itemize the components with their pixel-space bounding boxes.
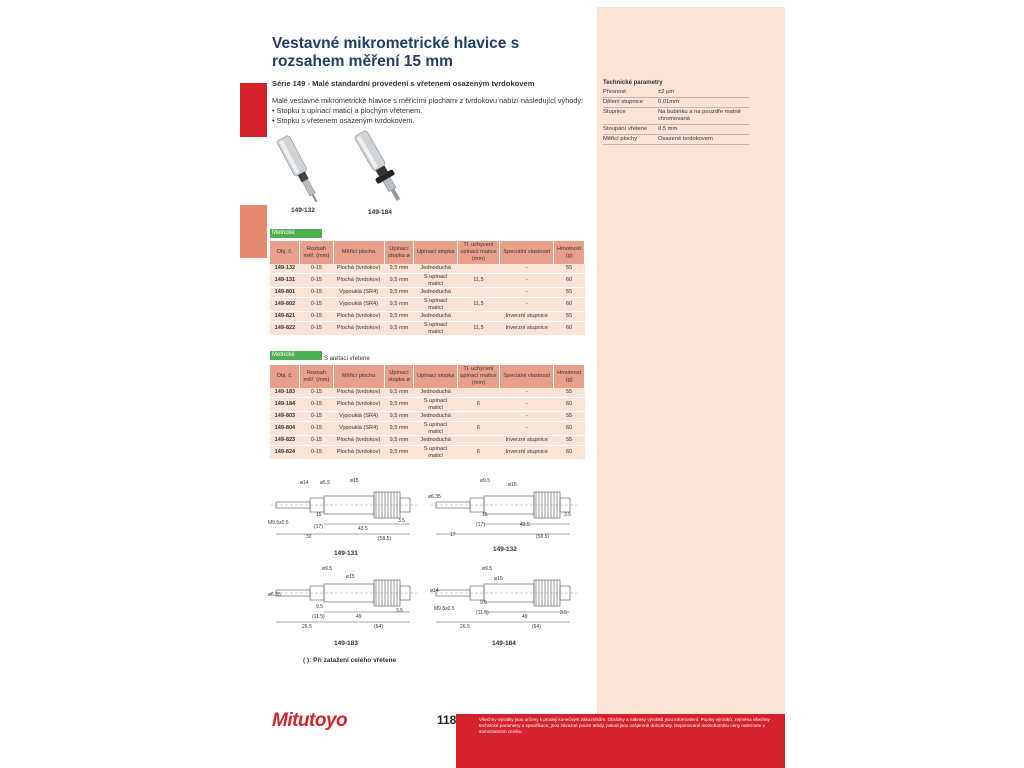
table-cell: 9,5 mm: [384, 422, 414, 436]
table-cell: 60: [554, 322, 585, 336]
dimension-label: (64): [532, 624, 541, 630]
table-cell: Plochá (tvrdokov): [333, 446, 384, 460]
table-cell: 149-822: [270, 322, 300, 336]
table-cell: 149-803: [270, 412, 300, 422]
table-cell: 149-131: [270, 274, 300, 288]
table-cell: 0-15: [300, 436, 333, 446]
table-cell: 55: [554, 388, 585, 398]
table-cell: -: [500, 274, 554, 288]
table-cell: 0-15: [300, 446, 333, 460]
table-cell: 0-15: [300, 388, 333, 398]
dimension-label: 9.5: [316, 604, 323, 610]
table-header-row: [270, 241, 585, 264]
table-cell: 149-801: [270, 288, 300, 298]
technical-drawing-149-184: [426, 566, 584, 636]
table-cell: Jednoduchá: [414, 388, 457, 398]
tech-params-table: [603, 88, 749, 145]
tech-param-key: Stupnice: [603, 108, 658, 125]
col-header: Obj. č.: [270, 365, 300, 388]
tech-param-key: Měřicí plochy: [603, 135, 658, 145]
dimension-label: 3.5: [398, 518, 405, 524]
dimension-label: ø9.5: [480, 478, 491, 484]
technical-drawing-149-131: [266, 478, 424, 548]
dimension-label: 3.5: [560, 610, 567, 616]
micrometer-head-photo-149-132: [268, 130, 330, 208]
metric-badge-2: Metrické: [270, 351, 322, 360]
dimension-label: ø14: [300, 480, 309, 486]
dimension-label: ø5.5: [320, 480, 331, 486]
dimension-label: 3.5: [396, 608, 403, 614]
series-subtitle: Série 149 - Malé standardní provedení s vřetenem osazeným tvrdokovem: [272, 79, 535, 88]
dimension-label: ø15: [346, 574, 355, 580]
mitutoyo-logo: Mitutoyo: [272, 710, 348, 731]
table-cell: Plochá (tvrdokov): [333, 322, 384, 336]
table-row: [270, 436, 585, 446]
dimension-label: 17: [450, 532, 456, 538]
intro-text: [272, 96, 592, 126]
table-cell: 55: [554, 412, 585, 422]
table-cell: Plochá (tvrdokov): [333, 398, 384, 412]
table-cell: -: [500, 398, 554, 412]
col-header: Upínací stopka: [414, 365, 457, 388]
table-cell: 0-15: [300, 422, 333, 436]
table-cell: 149-183: [270, 388, 300, 398]
table-cell: 9,5 mm: [384, 312, 414, 322]
tech-param-row: [603, 125, 749, 135]
table-cell: S upínací maticí: [414, 274, 457, 288]
table-cell: Plochá (tvrdokov): [333, 274, 384, 288]
dimension-label: 26.5: [302, 624, 312, 630]
tech-param-key: Dělení stupnice: [603, 98, 658, 108]
tech-param-row: [603, 108, 749, 125]
dimension-label: 9.5: [480, 600, 487, 606]
col-header: Obj. č.: [270, 241, 300, 264]
table-cell: -: [500, 298, 554, 312]
dimension-label: ø14: [430, 588, 439, 594]
table-cell: Plochá (tvrdokov): [333, 388, 384, 398]
col-header: Speciální vlastnost: [500, 241, 554, 264]
table-row: [270, 312, 585, 322]
table-cell: Jednoduchá: [414, 312, 457, 322]
col-header: Tl. uchycení upínací matice (mm): [457, 365, 499, 388]
col-header: Speciální vlastnost: [500, 365, 554, 388]
drawing-lines: [270, 580, 418, 622]
dimension-label: ø6.35: [428, 494, 441, 500]
col-header: Hmotnost (g): [554, 365, 585, 388]
dimension-label: ø15: [494, 576, 503, 582]
drawing-lines: [430, 580, 578, 622]
table-cell: 149-804: [270, 422, 300, 436]
table-cell: 0-15: [300, 274, 333, 288]
table-cell: 149-824: [270, 446, 300, 460]
table-row: [270, 446, 585, 460]
table-cell: Vypouklá (SR4): [333, 412, 384, 422]
table-cell: 9,5 mm: [384, 398, 414, 412]
table-cell: -: [500, 288, 554, 298]
red-section-tab: [240, 83, 267, 137]
table-cell: 0-15: [300, 264, 333, 274]
table-cell: 0-15: [300, 322, 333, 336]
table-cell: Jednoduchá: [414, 436, 457, 446]
table-cell: Plochá (tvrdokov): [333, 436, 384, 446]
dimension-label: M9.5x0.5: [268, 520, 289, 526]
tech-param-value: 0,5 mm: [658, 125, 749, 135]
table-cell: [457, 412, 499, 422]
tech-params-title: Technické parametry: [603, 80, 663, 86]
metric-badge-1: Metrické: [270, 229, 322, 238]
dimension-label: 3.5: [564, 512, 571, 518]
table-row: [270, 264, 585, 274]
table-cell: 60: [554, 398, 585, 412]
table-cell: [457, 436, 499, 446]
table-cell: 6: [457, 398, 499, 412]
table-cell: Vypouklá (SR4): [333, 288, 384, 298]
table-cell: Inverzní stupnice: [500, 322, 554, 336]
table-cell: 60: [554, 298, 585, 312]
table-cell: 9,5 mm: [384, 264, 414, 274]
spindle-lock-note: S aretací vřetene: [324, 356, 370, 362]
table-cell: 149-802: [270, 298, 300, 312]
col-header: Měřicí plocha: [333, 365, 384, 388]
technical-drawing-149-183: [266, 566, 424, 636]
footnote: ( ): Při zatažení celého vřetene: [303, 657, 397, 664]
table-cell: 55: [554, 312, 585, 322]
col-header: Upínací stopka: [414, 241, 457, 264]
dimension-label: 15: [316, 512, 322, 518]
col-header: Hmotnost (g): [554, 241, 585, 264]
intro-bullets: [272, 106, 592, 126]
dimension-label: (11.5): [476, 610, 489, 616]
tech-param-key: Stoupání vřetene: [603, 125, 658, 135]
table-cell: 9,5 mm: [384, 288, 414, 298]
dimension-label: (17): [314, 524, 323, 530]
table-row: [270, 388, 585, 398]
table-cell: 149-823: [270, 436, 300, 446]
technical-drawing-149-132: [426, 478, 584, 548]
table-cell: [457, 388, 499, 398]
table-cell: Plochá (tvrdokov): [333, 264, 384, 274]
dimension-label: ø9.5: [322, 566, 333, 572]
dimension-label: ø9.5: [482, 566, 493, 572]
table-cell: Jednoduchá: [414, 264, 457, 274]
table-cell: 6: [457, 446, 499, 460]
tech-param-value: ±2 µm: [658, 88, 749, 98]
table-cell: Inverzní stupnice: [500, 446, 554, 460]
table-cell: 0-15: [300, 398, 333, 412]
table-header-row: [270, 365, 585, 388]
table-cell: 0-15: [300, 312, 333, 322]
dimension-label: 49: [356, 614, 362, 620]
table-cell: 11,5: [457, 298, 499, 312]
tech-param-value: Osazené tvrdokovem: [658, 135, 749, 145]
table-cell: -: [500, 388, 554, 398]
tech-param-row: [603, 88, 749, 98]
dimension-label: (17): [476, 522, 485, 528]
table-cell: Vypouklá (SR4): [333, 298, 384, 312]
table-cell: 9,5 mm: [384, 298, 414, 312]
table-cell: 9,5 mm: [384, 388, 414, 398]
table-row: [270, 412, 585, 422]
drawing-caption: 149-183: [334, 640, 358, 647]
col-header: Rozsah měř. (mm): [300, 241, 333, 264]
dimension-label: 43.5: [520, 522, 530, 528]
table-cell: S upínací maticí: [414, 422, 457, 436]
table-cell: Inverzní stupnice: [500, 436, 554, 446]
table-cell: [457, 288, 499, 298]
table-cell: Plochá (tvrdokov): [333, 312, 384, 322]
dimension-label: ø6.35: [268, 592, 281, 598]
dimension-label: M9.5x0.5: [434, 606, 455, 612]
tech-param-key: Přesnost: [603, 88, 658, 98]
table-cell: 55: [554, 264, 585, 274]
table-cell: 9,5 mm: [384, 274, 414, 288]
col-header: Tl. uchycení upínací matice (mm): [457, 241, 499, 264]
dimension-label: 43.5: [358, 526, 368, 532]
table-cell: 60: [554, 446, 585, 460]
photo-caption-149-132: 149-132: [291, 207, 315, 214]
spec-table-1: [270, 241, 585, 336]
table-cell: -: [500, 264, 554, 274]
micrometer-head-photo-149-184: [345, 126, 415, 210]
table-cell: 55: [554, 288, 585, 298]
dimension-label: ø15: [508, 482, 517, 488]
table-cell: 9,5 mm: [384, 446, 414, 460]
col-header: Rozsah měř. (mm): [300, 365, 333, 388]
tech-param-value: Na bubínku a na pouzdře matně chromovaná: [658, 108, 749, 125]
drawing-caption: 149-184: [492, 640, 516, 647]
drawing-caption: 149-132: [493, 546, 517, 553]
dimension-label: 49: [522, 614, 528, 620]
dimension-label: 15: [482, 512, 488, 518]
drawing-caption: 149-131: [334, 550, 358, 557]
table-row: [270, 422, 585, 436]
table-row: [270, 322, 585, 336]
tech-param-row: [603, 98, 749, 108]
table-cell: 11,5: [457, 322, 499, 336]
col-header: Měřicí plocha: [333, 241, 384, 264]
table-row: [270, 398, 585, 412]
table-cell: [457, 312, 499, 322]
table-cell: 149-184: [270, 398, 300, 412]
table-cell: Inverzní stupnice: [500, 312, 554, 322]
table-cell: 11,5: [457, 274, 499, 288]
table-cell: -: [500, 422, 554, 436]
dimension-label: 32: [306, 534, 312, 540]
table-cell: 149-821: [270, 312, 300, 322]
dimension-label: (58.5): [536, 534, 550, 540]
table-row: [270, 288, 585, 298]
table-row: [270, 298, 585, 312]
col-header: Upínací stopka ø: [384, 241, 414, 264]
tech-param-row: [603, 135, 749, 145]
photo-caption-149-184: 149-184: [368, 209, 392, 216]
table-cell: 0-15: [300, 298, 333, 312]
table-cell: S upínací maticí: [414, 322, 457, 336]
dimension-label: (64): [374, 624, 383, 630]
intro-bullet: • Stopku s vřetenem osazeným tvrdokovem.: [272, 116, 592, 126]
dimension-label: (58.5): [378, 536, 392, 542]
dimension-label: ø15: [350, 478, 359, 484]
table-cell: 60: [554, 422, 585, 436]
intro-bullet: • Stopku s upínací maticí a plochým vřetenem.: [272, 106, 592, 116]
table-cell: S upínací maticí: [414, 446, 457, 460]
table-cell: 6: [457, 422, 499, 436]
table-cell: 0-15: [300, 412, 333, 422]
intro-paragraph: Malé vestavné mikrometrické hlavice s měřicími plochami z tvrdokovu nabízí následující výhody:: [272, 96, 584, 105]
drawing-lines: [430, 492, 578, 534]
table-cell: Vypouklá (SR4): [333, 422, 384, 436]
table-cell: Jednoduchá: [414, 412, 457, 422]
pink-section-tab: [240, 205, 267, 258]
table-row: [270, 274, 585, 288]
table-cell: 9,5 mm: [384, 436, 414, 446]
page-title: Vestavné mikrometrické hlavice s rozsahem měření 15 mm: [272, 35, 520, 70]
table-cell: 149-132: [270, 264, 300, 274]
table-cell: Jednoduchá: [414, 288, 457, 298]
col-header: Upínací stopka ø: [384, 365, 414, 388]
table-cell: 9,5 mm: [384, 322, 414, 336]
spec-table-2: [270, 365, 585, 460]
legal-disclaimer: Všechny výrobky jsou určeny k prodeji konečným zákazníkům. Obrázky a nákresy výrobků jsou informativní. Popisy výrobků, zejména všechny technické parametry a specifikace, jsou závazné pouze tehdy, pokud jsou vzájemně dohodnuty. Deponované mezioborníku ceny naleznete v samostatném ceníku.: [479, 717, 770, 734]
table-cell: -: [500, 412, 554, 422]
drawing-lines: [270, 492, 418, 534]
tech-param-value: 0,01mm: [658, 98, 749, 108]
dimension-label: 26.5: [460, 624, 470, 630]
page-number: 118: [437, 713, 457, 727]
table-cell: S upínací maticí: [414, 298, 457, 312]
dimension-label: (11.5): [312, 614, 325, 620]
table-cell: 0-15: [300, 288, 333, 298]
table-cell: 9,5 mm: [384, 412, 414, 422]
table-cell: 60: [554, 274, 585, 288]
table-cell: [457, 264, 499, 274]
table-cell: S upínací maticí: [414, 398, 457, 412]
table-cell: 55: [554, 436, 585, 446]
